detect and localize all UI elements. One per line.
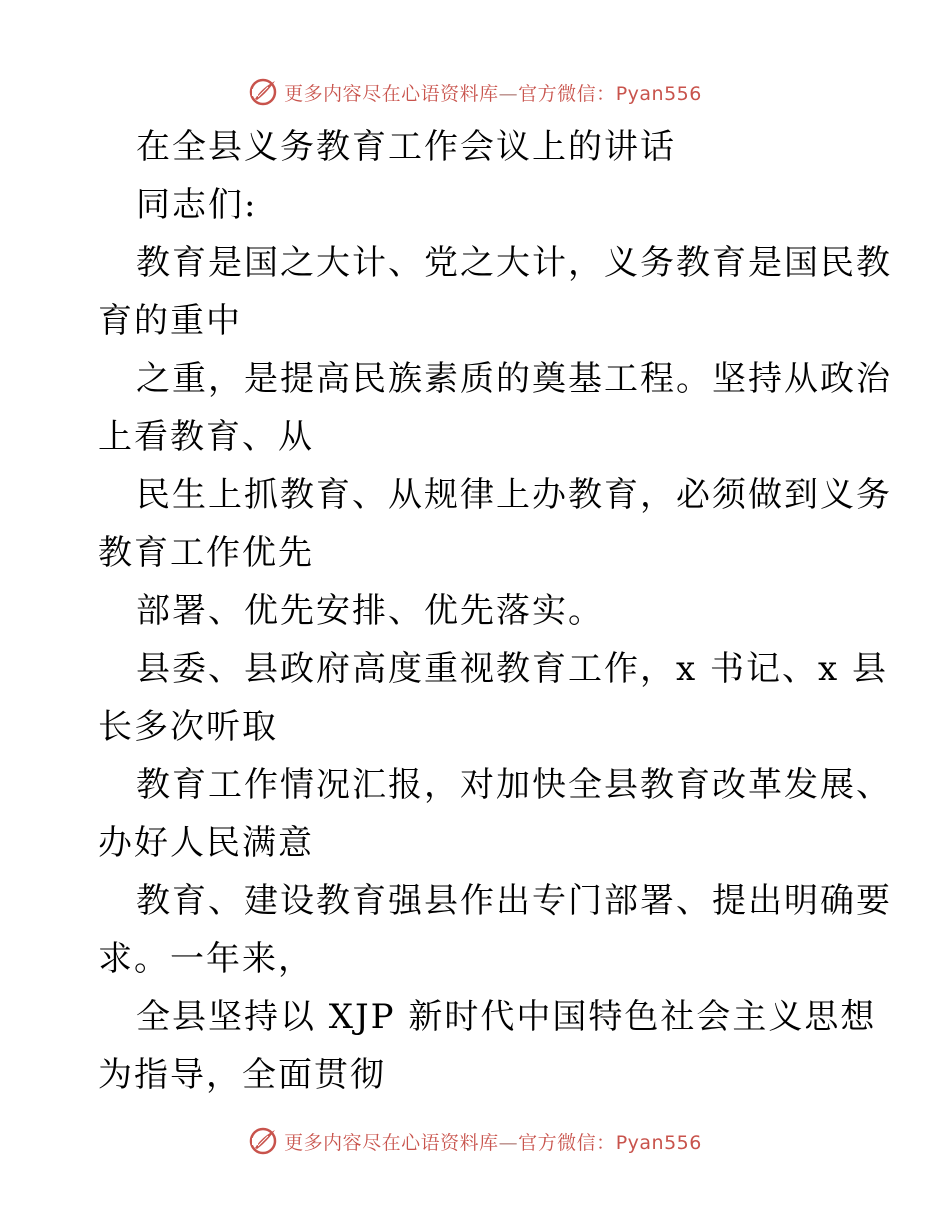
paragraph-line: 教育是国之大计、党之大计，义务教育是国民教 xyxy=(136,243,892,283)
paragraph-line: 教育工作优先 xyxy=(98,533,314,573)
paragraph-line: 为指导，全面贯彻 xyxy=(98,1055,386,1095)
salutation: 同志们: xyxy=(136,185,258,225)
paragraph-line: 全县坚持以 XJP 新时代中国特色社会主义思想 xyxy=(136,997,877,1037)
footer-watermark xyxy=(0,1121,950,1161)
paragraph-line: 育的重中 xyxy=(98,301,242,341)
quill-logo-icon xyxy=(248,1126,278,1156)
paragraph-line: 县委、县政府高度重视教育工作，x 书记、x 县 xyxy=(136,649,888,689)
paragraph-line: 办好人民满意 xyxy=(98,823,314,863)
paragraph-line: 民生上抓教育、从规律上办教育，必须做到义务 xyxy=(136,475,892,515)
paragraph-line: 长多次听取 xyxy=(98,707,278,747)
paragraph-line: 部署、优先安排、优先落实。 xyxy=(136,591,604,631)
document-title: 在全县义务教育工作会议上的讲话 xyxy=(136,127,676,167)
paragraph-line: 教育工作情况汇报，对加快全县教育改革发展、 xyxy=(136,765,892,805)
document-body xyxy=(98,118,892,1104)
header-watermark xyxy=(0,72,950,112)
paragraph-line: 求。一年来， xyxy=(98,939,314,979)
quill-logo-icon xyxy=(248,77,278,107)
watermark-text: 更多内容尽在心语资料库—官方微信：Pyan556 xyxy=(284,1131,702,1154)
paragraph-line: 教育、建设教育强县作出专门部署、提出明确要 xyxy=(136,881,892,921)
paragraph-line: 之重，是提高民族素质的奠基工程。坚持从政治 xyxy=(136,359,892,399)
watermark-text: 更多内容尽在心语资料库—官方微信：Pyan556 xyxy=(284,82,702,105)
paragraph-line: 上看教育、从 xyxy=(98,417,314,457)
